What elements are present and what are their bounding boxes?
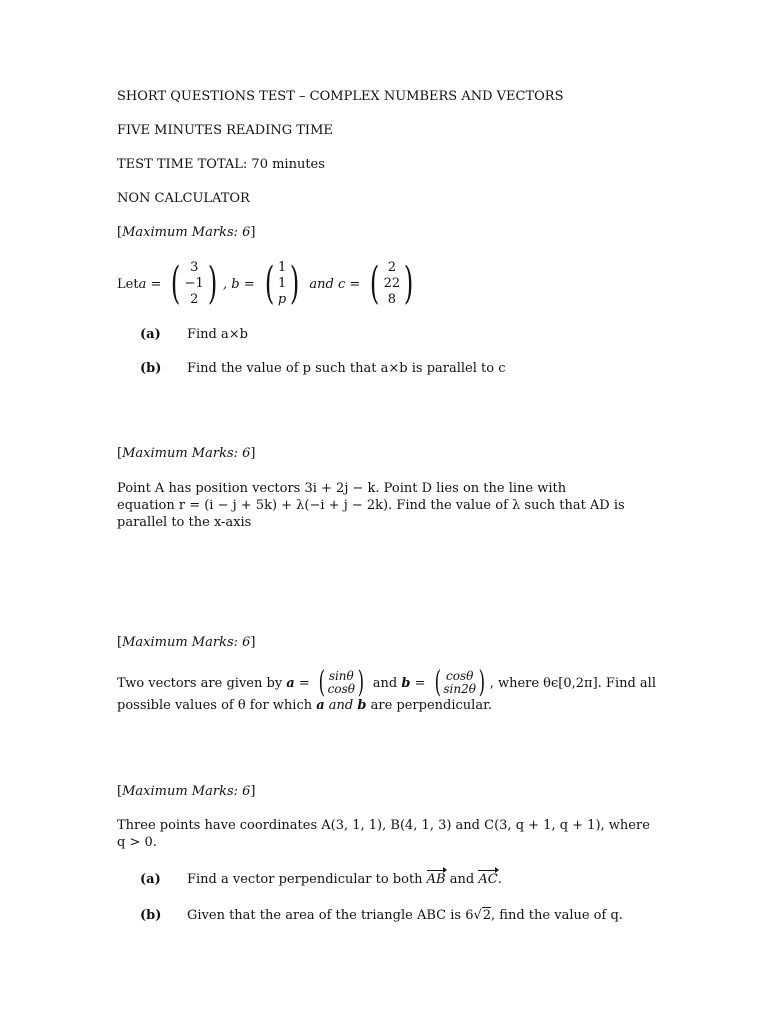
vector-b: ( 1 1 p )	[264, 258, 300, 309]
q4-part-b-text: Given that the area of the triangle ABC is 6√2, find the value of q.	[187, 908, 623, 923]
q1-part-b-text: Find the value of p such that a×b is parallel to c	[187, 361, 506, 376]
q1-part-b-label: (b)	[140, 361, 162, 376]
q1-part-a-label: (a)	[140, 327, 161, 342]
vector-c: ( 2 22 8 )	[370, 258, 414, 309]
q1-marks: [Maximum Marks: 6]	[117, 225, 256, 240]
vector-b-trig: ( cosθ sin2θ )	[434, 665, 486, 700]
q2-line-2: equation r = (i − j + 5k) + λ(−i + j − 2k). Find the value of λ such that AD is	[117, 498, 625, 513]
q4-line-1: Three points have coordinates A(3, 1, 1), B(4, 1, 3) and C(3, q + 1, q + 1), where	[117, 818, 650, 833]
q2-line-3: parallel to the x-axis	[117, 515, 252, 530]
q4-marks: [Maximum Marks: 6]	[117, 784, 256, 799]
vector-a: ( 3 −1 2 )	[171, 258, 218, 309]
q4-part-b-label: (b)	[140, 908, 162, 923]
q2-line-1: Point A has position vectors 3i + 2j − k. Point D lies on the line with	[117, 481, 567, 496]
reading-time: FIVE MINUTES READING TIME	[117, 123, 333, 138]
q3-line-2: possible values of θ for which a and b are perpendicular.	[117, 698, 492, 713]
q3-marks: [Maximum Marks: 6]	[117, 635, 256, 650]
vector-ac: AC	[478, 872, 498, 887]
vector-ab: AB	[426, 872, 446, 887]
q4-part-a-label: (a)	[140, 872, 161, 887]
q4-line-2: q > 0.	[117, 835, 157, 850]
q1-part-a-text: Find a×b	[187, 327, 248, 342]
test-time: TEST TIME TOTAL: 70 minutes	[117, 157, 325, 172]
q4-part-a-text: Find a vector perpendicular to both AB and AC.	[187, 872, 502, 887]
q1-vectors: Let a = ( 3 −1 2 ) , b = ( 1 1 p ) and c = ( 2 22 8 )	[117, 259, 419, 309]
calculator-note: NON CALCULATOR	[117, 191, 250, 206]
q3-line-1: Two vectors are given by a = ( sinθ cosθ ) and b = ( cosθ sin2θ ) , where θϵ[0,2π]. Find all	[117, 665, 656, 700]
vector-a-trig: ( sinθ cosθ )	[318, 665, 365, 700]
q2-marks: [Maximum Marks: 6]	[117, 446, 256, 461]
test-title: SHORT QUESTIONS TEST – COMPLEX NUMBERS AND VECTORS	[117, 89, 564, 104]
